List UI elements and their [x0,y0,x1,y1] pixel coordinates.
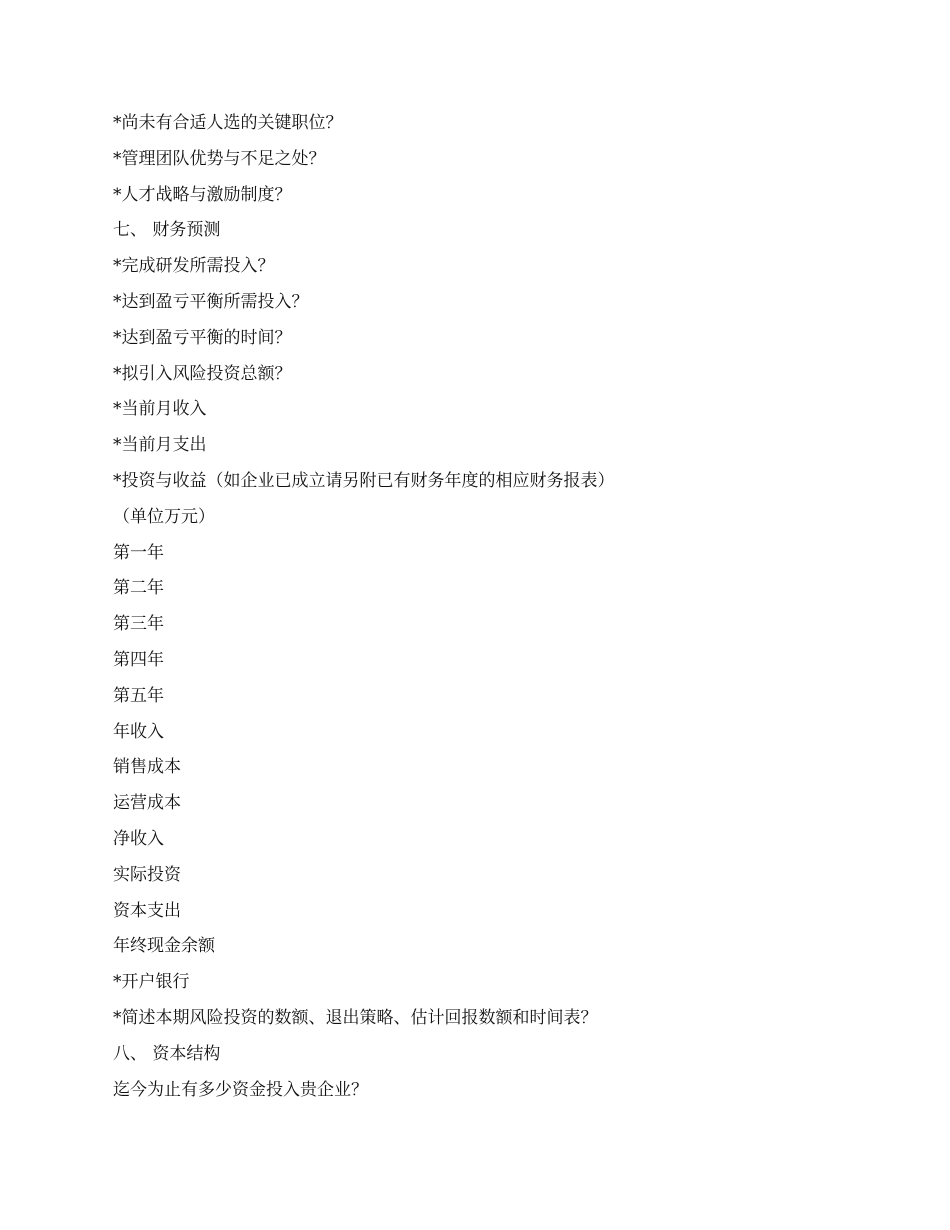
row-actual-investment: 实际投资 [113,864,181,885]
item-monthly-revenue: *当前月收入 [113,399,207,420]
row-operating-cost: 运营成本 [113,793,181,814]
year-3: 第三年 [113,614,164,635]
question-funds-invested: 迄今为止有多少资金投入贵企业？ [113,1079,368,1100]
row-annual-revenue: 年收入 [113,721,164,742]
section-heading-capital-structure: 八、 资本结构 [113,1043,221,1064]
question-vc-total: *拟引入风险投资总额？ [113,363,292,384]
year-2: 第二年 [113,578,164,599]
question-talent-strategy: *人才战略与激励制度？ [113,184,292,205]
question-rd-investment: *完成研发所需投入？ [113,256,275,277]
year-4: 第四年 [113,649,164,670]
row-net-income: 净收入 [113,828,164,849]
question-key-positions: *尚未有合适人选的关键职位？ [113,113,343,133]
item-investment-returns: *投资与收益（如企业已成立请另附已有财务年度的相应财务报表） [113,470,615,491]
row-year-end-cash: 年终现金余额 [113,936,215,957]
row-cost-of-sales: 销售成本 [113,757,181,778]
unit-note: （单位万元） [113,506,215,527]
question-team-strengths: *管理团队优势与不足之处？ [113,148,326,169]
item-bank: *开户银行 [113,972,190,993]
question-breakeven-investment: *达到盈亏平衡所需投入？ [113,291,309,312]
document-body [113,106,893,1108]
question-vc-exit-strategy: *简述本期风险投资的数额、退出策略、估计回报数额和时间表？ [113,1007,598,1028]
year-5: 第五年 [113,685,164,706]
year-1: 第一年 [113,542,164,563]
item-monthly-expense: *当前月支出 [113,435,207,456]
question-breakeven-time: *达到盈亏平衡的时间？ [113,327,292,348]
section-heading-financial-forecast: 七、 财务预测 [113,220,221,241]
row-capital-expenditure: 资本支出 [113,900,181,921]
